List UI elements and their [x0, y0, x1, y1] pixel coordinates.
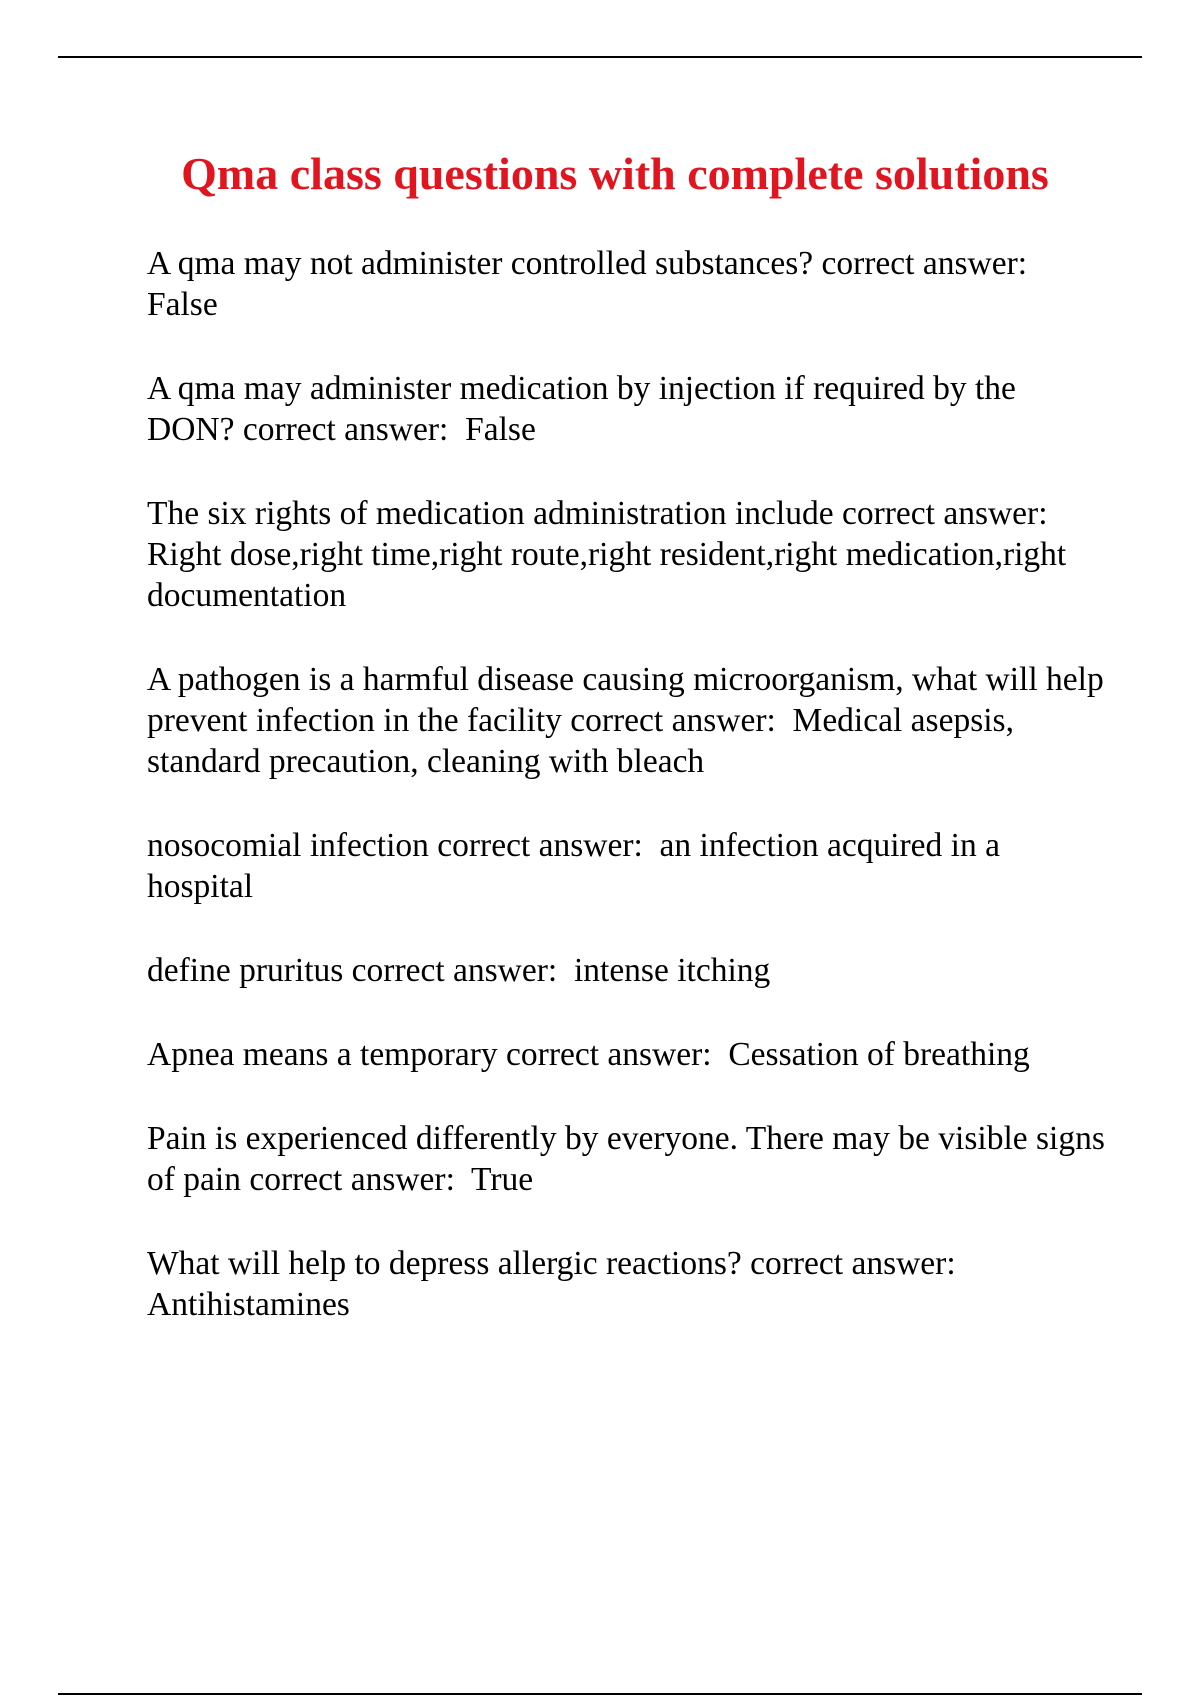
question-text: What will help to depress allergic reactions?: [147, 1245, 742, 1282]
qa-item: [147, 1243, 1107, 1325]
qa-item: [147, 950, 1107, 991]
question-text: Apnea means a temporary: [147, 1036, 498, 1073]
answer-text: Cessation of breathing: [728, 1036, 1030, 1073]
answer-label: correct answer:: [841, 495, 1048, 532]
question-text: A pathogen is a harmful disease causing microorganism, what will help prevent infection in the facility: [147, 661, 1104, 739]
question-text: A qma may administer medication by injection if required by the DON?: [147, 370, 1016, 448]
qa-item: [147, 1034, 1107, 1075]
answer-label: correct answer:: [821, 245, 1028, 282]
answer-label: correct answer:: [506, 1036, 712, 1073]
answer-text: False: [147, 286, 218, 323]
question-text: A qma may not administer controlled substances?: [147, 245, 814, 282]
answer-label: correct answer:: [570, 702, 776, 739]
qa-item: [147, 493, 1107, 616]
answer-label: correct answer:: [242, 411, 449, 448]
answer-text: Medical asepsis, standard precaution, cleaning with bleach: [147, 702, 1014, 780]
answer-label: correct answer:: [437, 827, 643, 864]
answer-text: True: [471, 1161, 534, 1198]
answer-text: Right dose,right time,right route,right resident,right medication,right documentation: [147, 536, 1067, 614]
answer-label: correct answer:: [351, 952, 558, 989]
top-rule: [58, 56, 1142, 58]
qa-item: [147, 1118, 1107, 1200]
answer-text: False: [465, 411, 536, 448]
qa-list: [147, 243, 1107, 1368]
qa-item: [147, 825, 1107, 907]
question-text: define pruritus: [147, 952, 344, 989]
document-title: Qma class questions with complete solutions: [181, 148, 1049, 199]
qa-item: [147, 368, 1107, 450]
qa-item: [147, 659, 1107, 782]
bottom-rule: [58, 1693, 1142, 1695]
answer-text: intense itching: [573, 952, 771, 989]
answer-text: an infection acquired in a hospital: [147, 827, 1000, 905]
qa-item: [147, 243, 1107, 325]
answer-label: correct answer:: [249, 1161, 455, 1198]
question-text: Pain is experienced differently by everyone. There may be visible signs of pain: [147, 1120, 1105, 1198]
answer-text: Antihistamines: [147, 1286, 350, 1323]
question-text: The six rights of medication administration include: [147, 495, 834, 532]
question-text: nosocomial infection: [147, 827, 429, 864]
answer-label: correct answer:: [750, 1245, 956, 1282]
